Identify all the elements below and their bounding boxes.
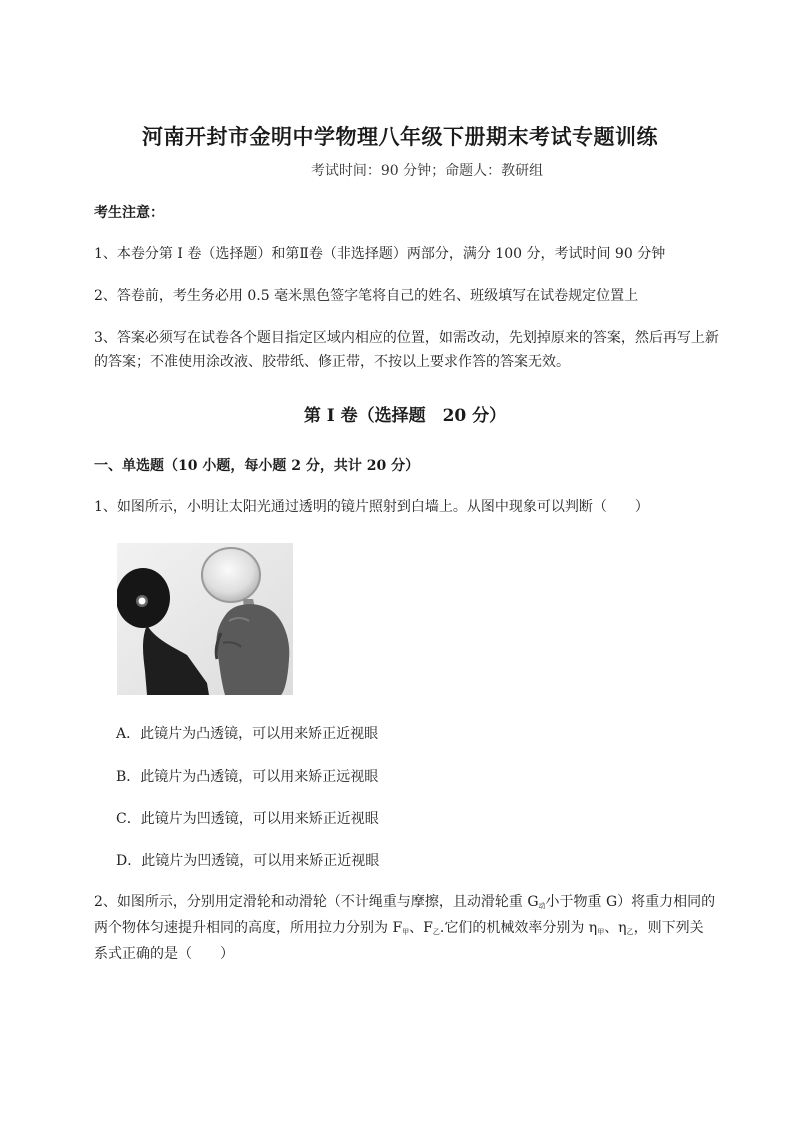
subscript: 动 bbox=[538, 902, 546, 910]
page-title: 河南开封市金明中学物理八年级下册期末考试专题训练 bbox=[142, 124, 658, 149]
notice-item-1: 1、本卷分第 I 卷（选择题）和第Ⅱ卷（非选择题）两部分，满分 100 分，考试时间 90 分钟 bbox=[94, 246, 666, 262]
question-1-option-c: C．此镜片为凹透镜，可以用来矫正近视眼 bbox=[116, 811, 379, 827]
notice-item-3-line-2: 的答案；不准使用涂改液、胶带纸、修正带，不按以上要求作答的答案无效。 bbox=[94, 354, 570, 370]
question-2-text: .它们的机械效率分别为 η bbox=[439, 920, 598, 936]
subscript: 甲 bbox=[402, 928, 410, 936]
question-2-line-3: 系式正确的是（ ） bbox=[94, 946, 234, 962]
question-2-line-2 bbox=[94, 916, 704, 944]
question-1-option-a: A．此镜片为凸透镜，可以用来矫正近视眼 bbox=[116, 726, 379, 742]
subscript: 甲 bbox=[597, 928, 605, 936]
question-2-text: ，则下列关 bbox=[633, 920, 704, 936]
question-2-text: 、η bbox=[604, 920, 627, 936]
question-2-text: 两个物体匀速提升相同的高度，所用拉力分别为 F bbox=[94, 920, 403, 936]
lens-experiment-figure bbox=[117, 543, 293, 695]
question-1-stem: 1、如图所示，小明让太阳光通过透明的镜片照射到白墙上。从图中现象可以判断（ ） bbox=[94, 499, 649, 515]
question-2-text: 2、如图所示，分别用定滑轮和动滑轮（不计绳重与摩擦，且动滑轮重 G bbox=[94, 894, 539, 910]
question-1-option-d: D．此镜片为凹透镜，可以用来矫正近视眼 bbox=[116, 853, 380, 869]
subscript: 乙 bbox=[626, 928, 634, 936]
question-group-heading: 一、单选题（10 小题，每小题 2 分，共计 20 分） bbox=[94, 458, 420, 474]
notice-item-2: 2、答卷前，考生务必用 0.5 毫米黑色签字笔将自己的姓名、班级填写在试卷规定位置上 bbox=[94, 288, 639, 304]
question-2-line-1 bbox=[94, 890, 715, 918]
section-title: 第 I 卷（选择题 20 分） bbox=[303, 406, 507, 426]
question-2-text: 、F bbox=[409, 920, 433, 936]
exam-info: 考试时间：90 分钟；命题人：教研组 bbox=[310, 163, 544, 179]
question-1-option-b: B．此镜片为凸透镜，可以用来矫正远视眼 bbox=[116, 769, 379, 785]
lens-photo-image bbox=[117, 543, 293, 695]
question-2-text: 小于物重 G）将重力相同的 bbox=[545, 894, 716, 910]
subscript: 乙 bbox=[432, 928, 440, 936]
notice-heading: 考生注意： bbox=[94, 205, 164, 221]
notice-item-3-line-1: 3、答案必须写在试卷各个题目指定区域内相应的位置，如需改动，先划掉原来的答案，然后再写上新 bbox=[94, 330, 719, 346]
